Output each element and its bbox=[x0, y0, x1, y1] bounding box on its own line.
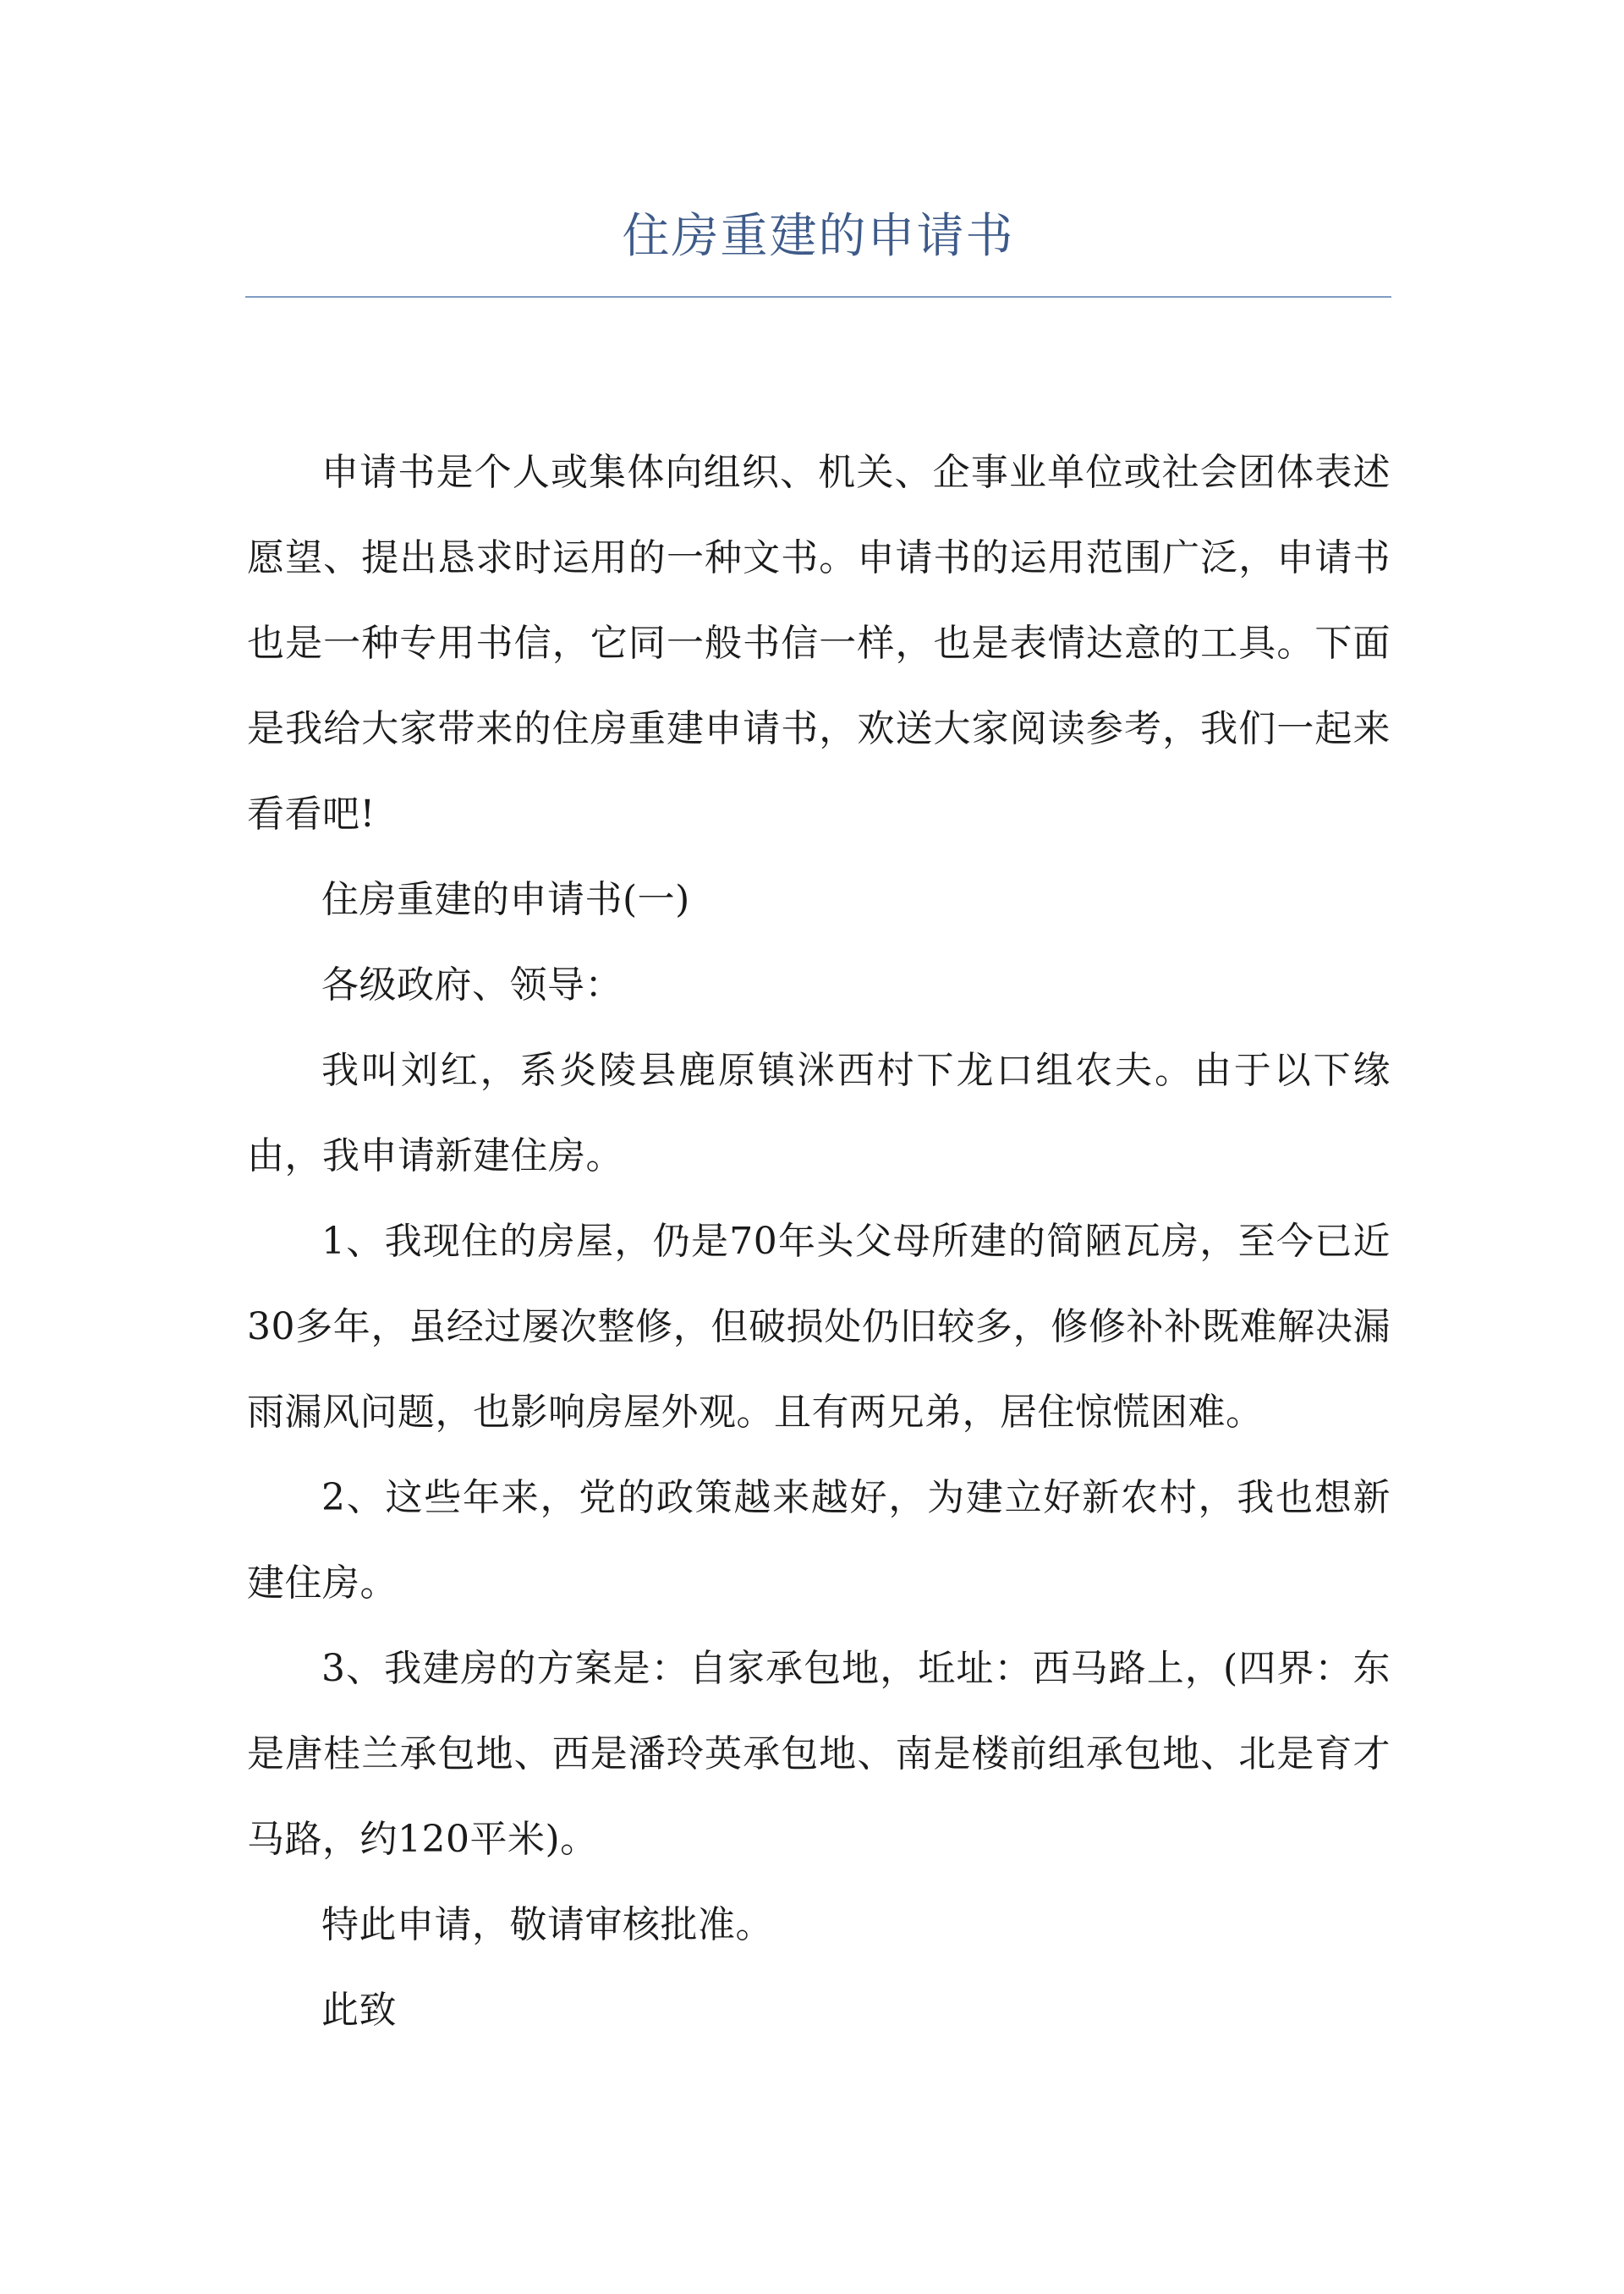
document-body bbox=[247, 430, 1391, 2053]
document-title: 住房重建的申请书 bbox=[622, 209, 1015, 264]
paragraph-closing: 此致 bbox=[321, 1989, 397, 2032]
title-underline bbox=[245, 296, 1391, 298]
paragraph-salutation: 各级政府、领导： bbox=[321, 963, 623, 1007]
paragraph-request: 特此申请，敬请审核批准。 bbox=[321, 1903, 773, 1946]
paragraph-self-introduction: 我叫刘红，系炎陵县鹿原镇洣西村下龙口组农夫。由于以下缘由，我申请新建住房。 bbox=[247, 1049, 1391, 1177]
paragraph-reason-2: 2、这些年来，党的政策越来越好，为建立好新农村，我也想新建住房。 bbox=[247, 1476, 1391, 1605]
paragraph-intro: 申请书是个人或集体向组织、机关、企事业单位或社会团体表述愿望、提出恳求时运用的一种文书。申请书的运用范围广泛，申请书也是一种专用书信，它同一般书信一样，也是表情达意的工具。下面是我给大家带来的住房重建申请书，欢送大家阅读参考，我们一起来看看吧! bbox=[247, 451, 1391, 836]
paragraph-heading: 住房重建的申请书(一) bbox=[321, 878, 690, 921]
paragraph-reason-3: 3、我建房的方案是：自家承包地，坵址：西马路上，(四界：东是唐桂兰承包地、西是潘玲英承包地、南是楼前组承包地、北是育才马路，约120平米)。 bbox=[247, 1647, 1391, 1861]
paragraph-reason-1: 1、我现住的房屋，仍是70年头父母所建的简陋瓦房，至今已近30多年，虽经过屡次整修，但破损处仍旧较多，修修补补既难解决漏雨漏风问题，也影响房屋外观。且有两兄弟，居住惊慌困难。 bbox=[247, 1220, 1391, 1434]
